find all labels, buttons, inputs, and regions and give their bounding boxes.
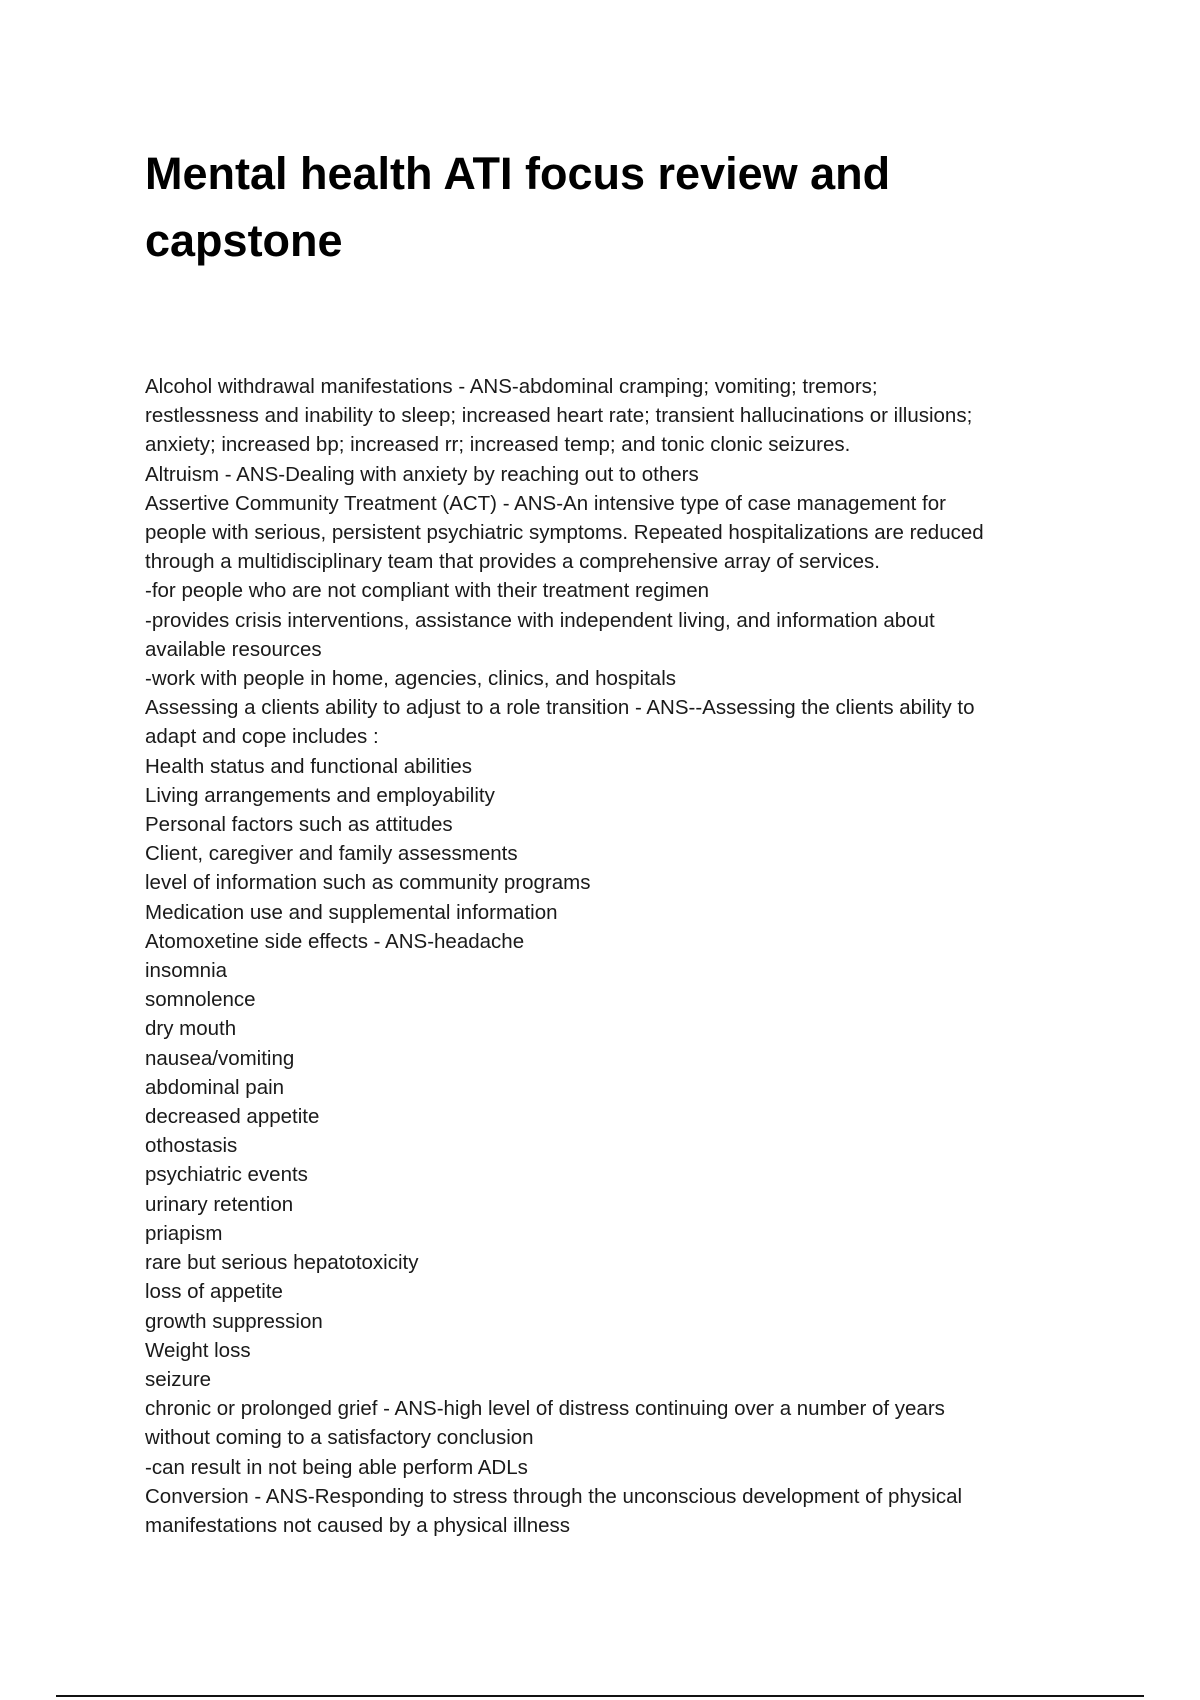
text-line: nausea/vomiting [145, 1046, 295, 1070]
page-title: Mental health ATI focus review and capstone [145, 148, 891, 266]
text-line: restlessness and inability to sleep; increased heart rate; transient hallucinations or illusions; [145, 404, 973, 428]
text-line: Medication use and supplemental information [145, 900, 558, 924]
text-line: adapt and cope includes : [145, 725, 379, 749]
text-line: decreased appetite [145, 1105, 320, 1129]
text-line: seizure [145, 1367, 212, 1391]
text-line: othostasis [145, 1134, 238, 1158]
text-line: anxiety; increased bp; increased rr; increased temp; and tonic clonic seizures. [145, 433, 851, 457]
text-line: -for people who are not compliant with their treatment regimen [145, 579, 710, 603]
page-divider [56, 1695, 1144, 1697]
text-line: chronic or prolonged grief - ANS-high level of distress continuing over a number of years [145, 1397, 945, 1421]
text-line: Weight loss [145, 1338, 251, 1362]
document-body [145, 372, 1075, 1540]
text-line: -work with people in home, agencies, clinics, and hospitals [145, 667, 676, 691]
text-line: Health status and functional abilities [145, 754, 473, 778]
text-line: without coming to a satisfactory conclusion [145, 1426, 534, 1450]
text-line: Client, caregiver and family assessments [145, 842, 518, 866]
text-line: available resources [145, 637, 322, 661]
text-line: Living arrangements and employability [145, 783, 495, 807]
text-line: through a multidisciplinary team that provides a comprehensive array of services. [145, 550, 880, 574]
text-line: people with serious, persistent psychiatric symptoms. Repeated hospitalizations are reduced [145, 521, 984, 545]
text-line: urinary retention [145, 1192, 294, 1216]
text-line: priapism [145, 1221, 223, 1245]
text-line: psychiatric events [145, 1163, 308, 1187]
text-line: Personal factors such as attitudes [145, 813, 453, 837]
text-line: Alcohol withdrawal manifestations - ANS-abdominal cramping; vomiting; tremors; [145, 375, 878, 398]
text-line: dry mouth [145, 1017, 237, 1041]
text-line: Conversion - ANS-Responding to stress through the unconscious development of physical [145, 1484, 963, 1508]
text-line: Altruism - ANS-Dealing with anxiety by reaching out to others [145, 462, 699, 486]
text-line: loss of appetite [145, 1280, 283, 1304]
text-line: insomnia [145, 959, 228, 983]
text-line: manifestations not caused by a physical illness [145, 1513, 571, 1537]
text-line: level of information such as community programs [145, 871, 591, 895]
text-line: -can result in not being able perform ADLs [145, 1455, 528, 1479]
text-line: -provides crisis interventions, assistance with independent living, and information about [145, 608, 935, 632]
text-line: Assessing a clients ability to adjust to a role transition - ANS--Assessing the clients ability to [145, 696, 975, 720]
text-line: abdominal pain [145, 1075, 285, 1099]
text-line: Atomoxetine side effects - ANS-headache [145, 929, 525, 953]
text-line: Assertive Community Treatment (ACT) - ANS-An intensive type of case management for [145, 491, 946, 515]
text-line: somnolence [145, 988, 256, 1012]
text-line: rare but serious hepatotoxicity [145, 1251, 419, 1275]
text-line: growth suppression [145, 1309, 323, 1333]
